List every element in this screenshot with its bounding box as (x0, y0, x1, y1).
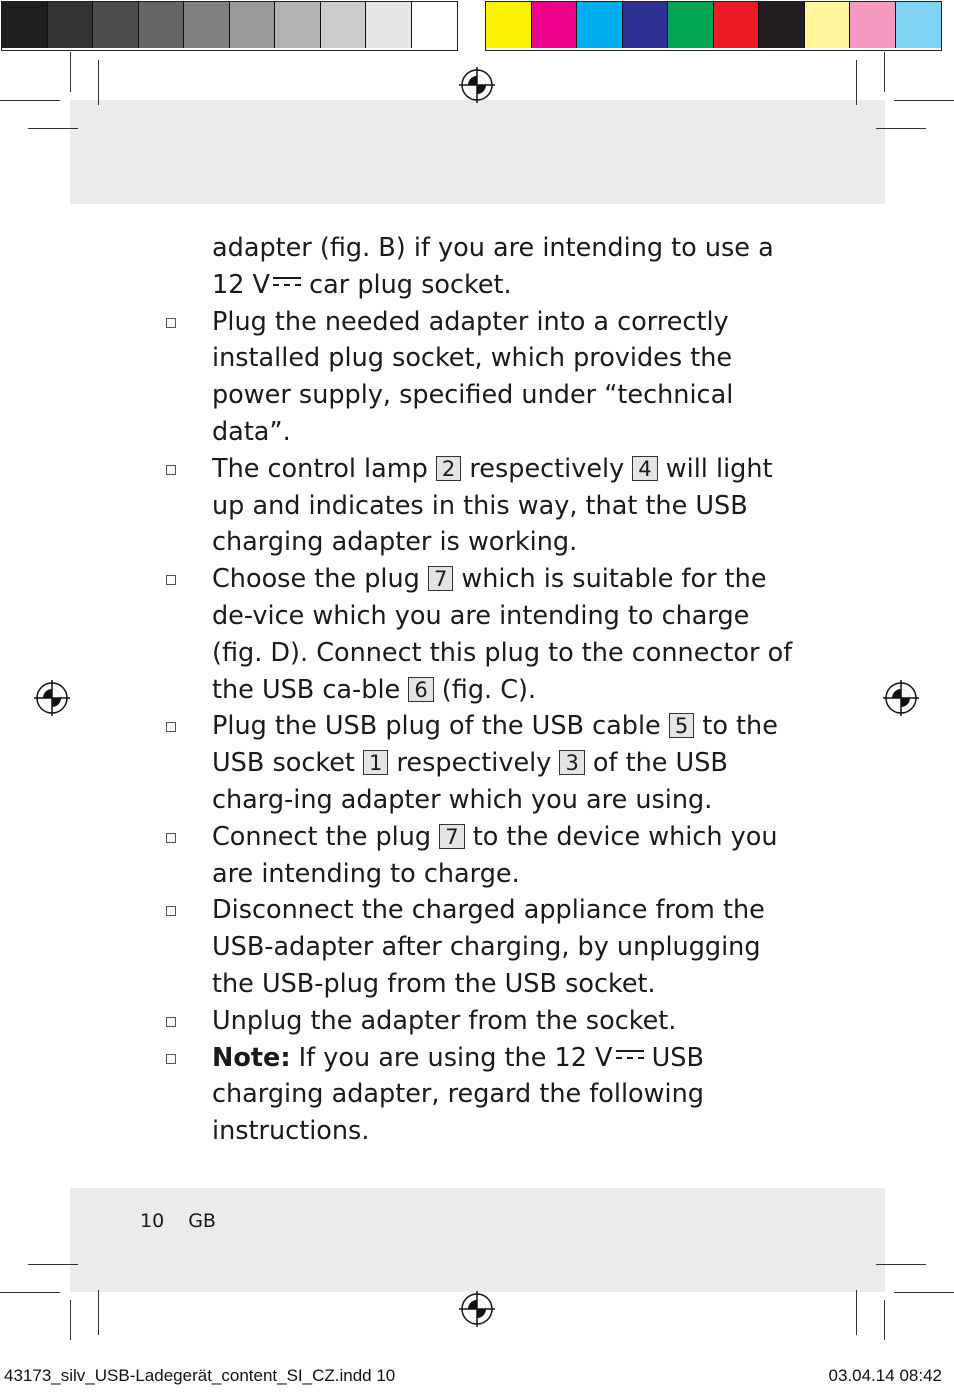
checkbox-bullet-icon (166, 722, 176, 732)
checkbox-bullet-icon (166, 575, 176, 585)
crop-mark (876, 128, 926, 129)
text: Disconnect the charged appliance from the USB-adapter after charging, by unplugging the USB-plug from the USB socket. (212, 895, 765, 999)
header-band (70, 100, 885, 204)
note-label: Note: (212, 1042, 291, 1073)
list-item (162, 451, 802, 561)
part-number-box: 4 (632, 456, 657, 481)
text: adapter (fig. B) if you are intending to use a (212, 233, 774, 263)
crop-mark (0, 1292, 60, 1293)
process-color-swatch (805, 2, 851, 48)
part-number-box: 2 (436, 456, 461, 481)
gray-swatch (412, 2, 458, 48)
footer-band (70, 1188, 885, 1292)
text: car plug socket. (301, 269, 512, 300)
crop-mark (98, 1290, 99, 1335)
crop-mark (884, 1300, 885, 1340)
crop-mark (28, 1264, 78, 1265)
slug-datetime: 03.04.14 08:42 (828, 1366, 942, 1385)
process-color-swatch (486, 2, 532, 48)
process-color-bar (485, 1, 942, 51)
text: to the device which you are intending to charge. (212, 821, 778, 889)
text: of the USB charg-ing adapter which you are using. (212, 748, 728, 815)
crop-mark (876, 1264, 926, 1265)
process-color-swatch (850, 2, 896, 48)
registration-mark-icon (459, 67, 495, 103)
list-item (162, 892, 802, 1002)
process-color-swatch (577, 2, 623, 48)
text: Unplug the adapter from the socket. (212, 1005, 677, 1036)
process-color-swatch (532, 2, 578, 48)
page-footer (140, 1210, 216, 1232)
gray-swatch (366, 2, 412, 48)
part-number-box: 6 (408, 677, 433, 702)
dc-voltage-icon (616, 1048, 644, 1062)
process-color-swatch (623, 2, 669, 48)
text: Choose the plug (212, 564, 428, 595)
crop-mark (28, 128, 78, 129)
crop-mark (884, 52, 885, 92)
gray-swatch (184, 2, 230, 48)
text: Plug the USB plug of the USB cable (212, 711, 669, 742)
text: (fig. C). (433, 674, 537, 705)
text: The control lamp (212, 453, 436, 484)
text: will light up and indicates in this way, that the USB charging adapter is working. (212, 453, 773, 558)
list-item (162, 1040, 802, 1150)
crop-mark (894, 1292, 954, 1293)
gray-swatch (2, 2, 48, 48)
registration-mark-icon (34, 680, 70, 716)
text: to the USB socket (212, 711, 778, 779)
process-color-swatch (759, 2, 805, 48)
page-number: 10 (140, 1210, 165, 1232)
text: USB charging adapter, regard the following instructions. (212, 1042, 704, 1147)
text: respectively (461, 453, 633, 484)
slug-filename: 43173_silv_USB-Ladegerät_content_SI_CZ.indd 10 (4, 1366, 396, 1385)
text: which is suitable for the de-vice which you are intending to charge (fig. D). Connect this plug to the connector of the USB ca-ble (212, 564, 793, 705)
continued-paragraph (162, 230, 802, 304)
part-number-box: 1 (363, 750, 388, 775)
part-number-box: 5 (669, 713, 694, 738)
gray-swatch (275, 2, 321, 48)
checkbox-bullet-icon (166, 906, 176, 916)
part-number-box: 3 (559, 750, 584, 775)
gray-swatch (230, 2, 276, 48)
checkbox-bullet-icon (166, 1054, 176, 1064)
gray-swatch (139, 2, 185, 48)
text: Plug the needed adapter into a correctly installed plug socket, which provides the power supply, specified under “technical data”. (212, 306, 734, 447)
checkbox-bullet-icon (166, 833, 176, 843)
checkbox-bullet-icon (166, 318, 176, 328)
crop-mark (70, 52, 71, 92)
instruction-text (162, 230, 802, 1150)
dc-voltage-icon (273, 275, 301, 289)
list-item (162, 561, 802, 708)
part-number-box: 7 (439, 824, 464, 849)
process-color-swatch (714, 2, 760, 48)
checkbox-bullet-icon (166, 1017, 176, 1027)
registration-mark-icon (883, 680, 919, 716)
gray-color-bar (1, 1, 458, 51)
text: respectively (388, 748, 560, 779)
gray-swatch (321, 2, 367, 48)
language-code: GB (188, 1210, 216, 1232)
crop-mark (70, 1300, 71, 1340)
crop-mark (856, 60, 857, 105)
list-item (162, 819, 802, 893)
crop-mark (98, 60, 99, 105)
process-color-swatch (668, 2, 714, 48)
list-item (162, 708, 802, 818)
crop-mark (856, 1290, 857, 1335)
crop-mark (894, 100, 954, 101)
crop-mark (0, 100, 60, 101)
part-number-box: 7 (428, 566, 453, 591)
text: If you are using the 12 V (290, 1042, 613, 1073)
checkbox-bullet-icon (166, 465, 176, 475)
text: Connect the plug (212, 821, 440, 852)
registration-mark-icon (459, 1291, 495, 1327)
text: 12 V (212, 269, 270, 300)
gray-swatch (93, 2, 139, 48)
gray-swatch (48, 2, 94, 48)
list-item (162, 1003, 802, 1040)
process-color-swatch (896, 2, 942, 48)
list-item (162, 304, 802, 451)
